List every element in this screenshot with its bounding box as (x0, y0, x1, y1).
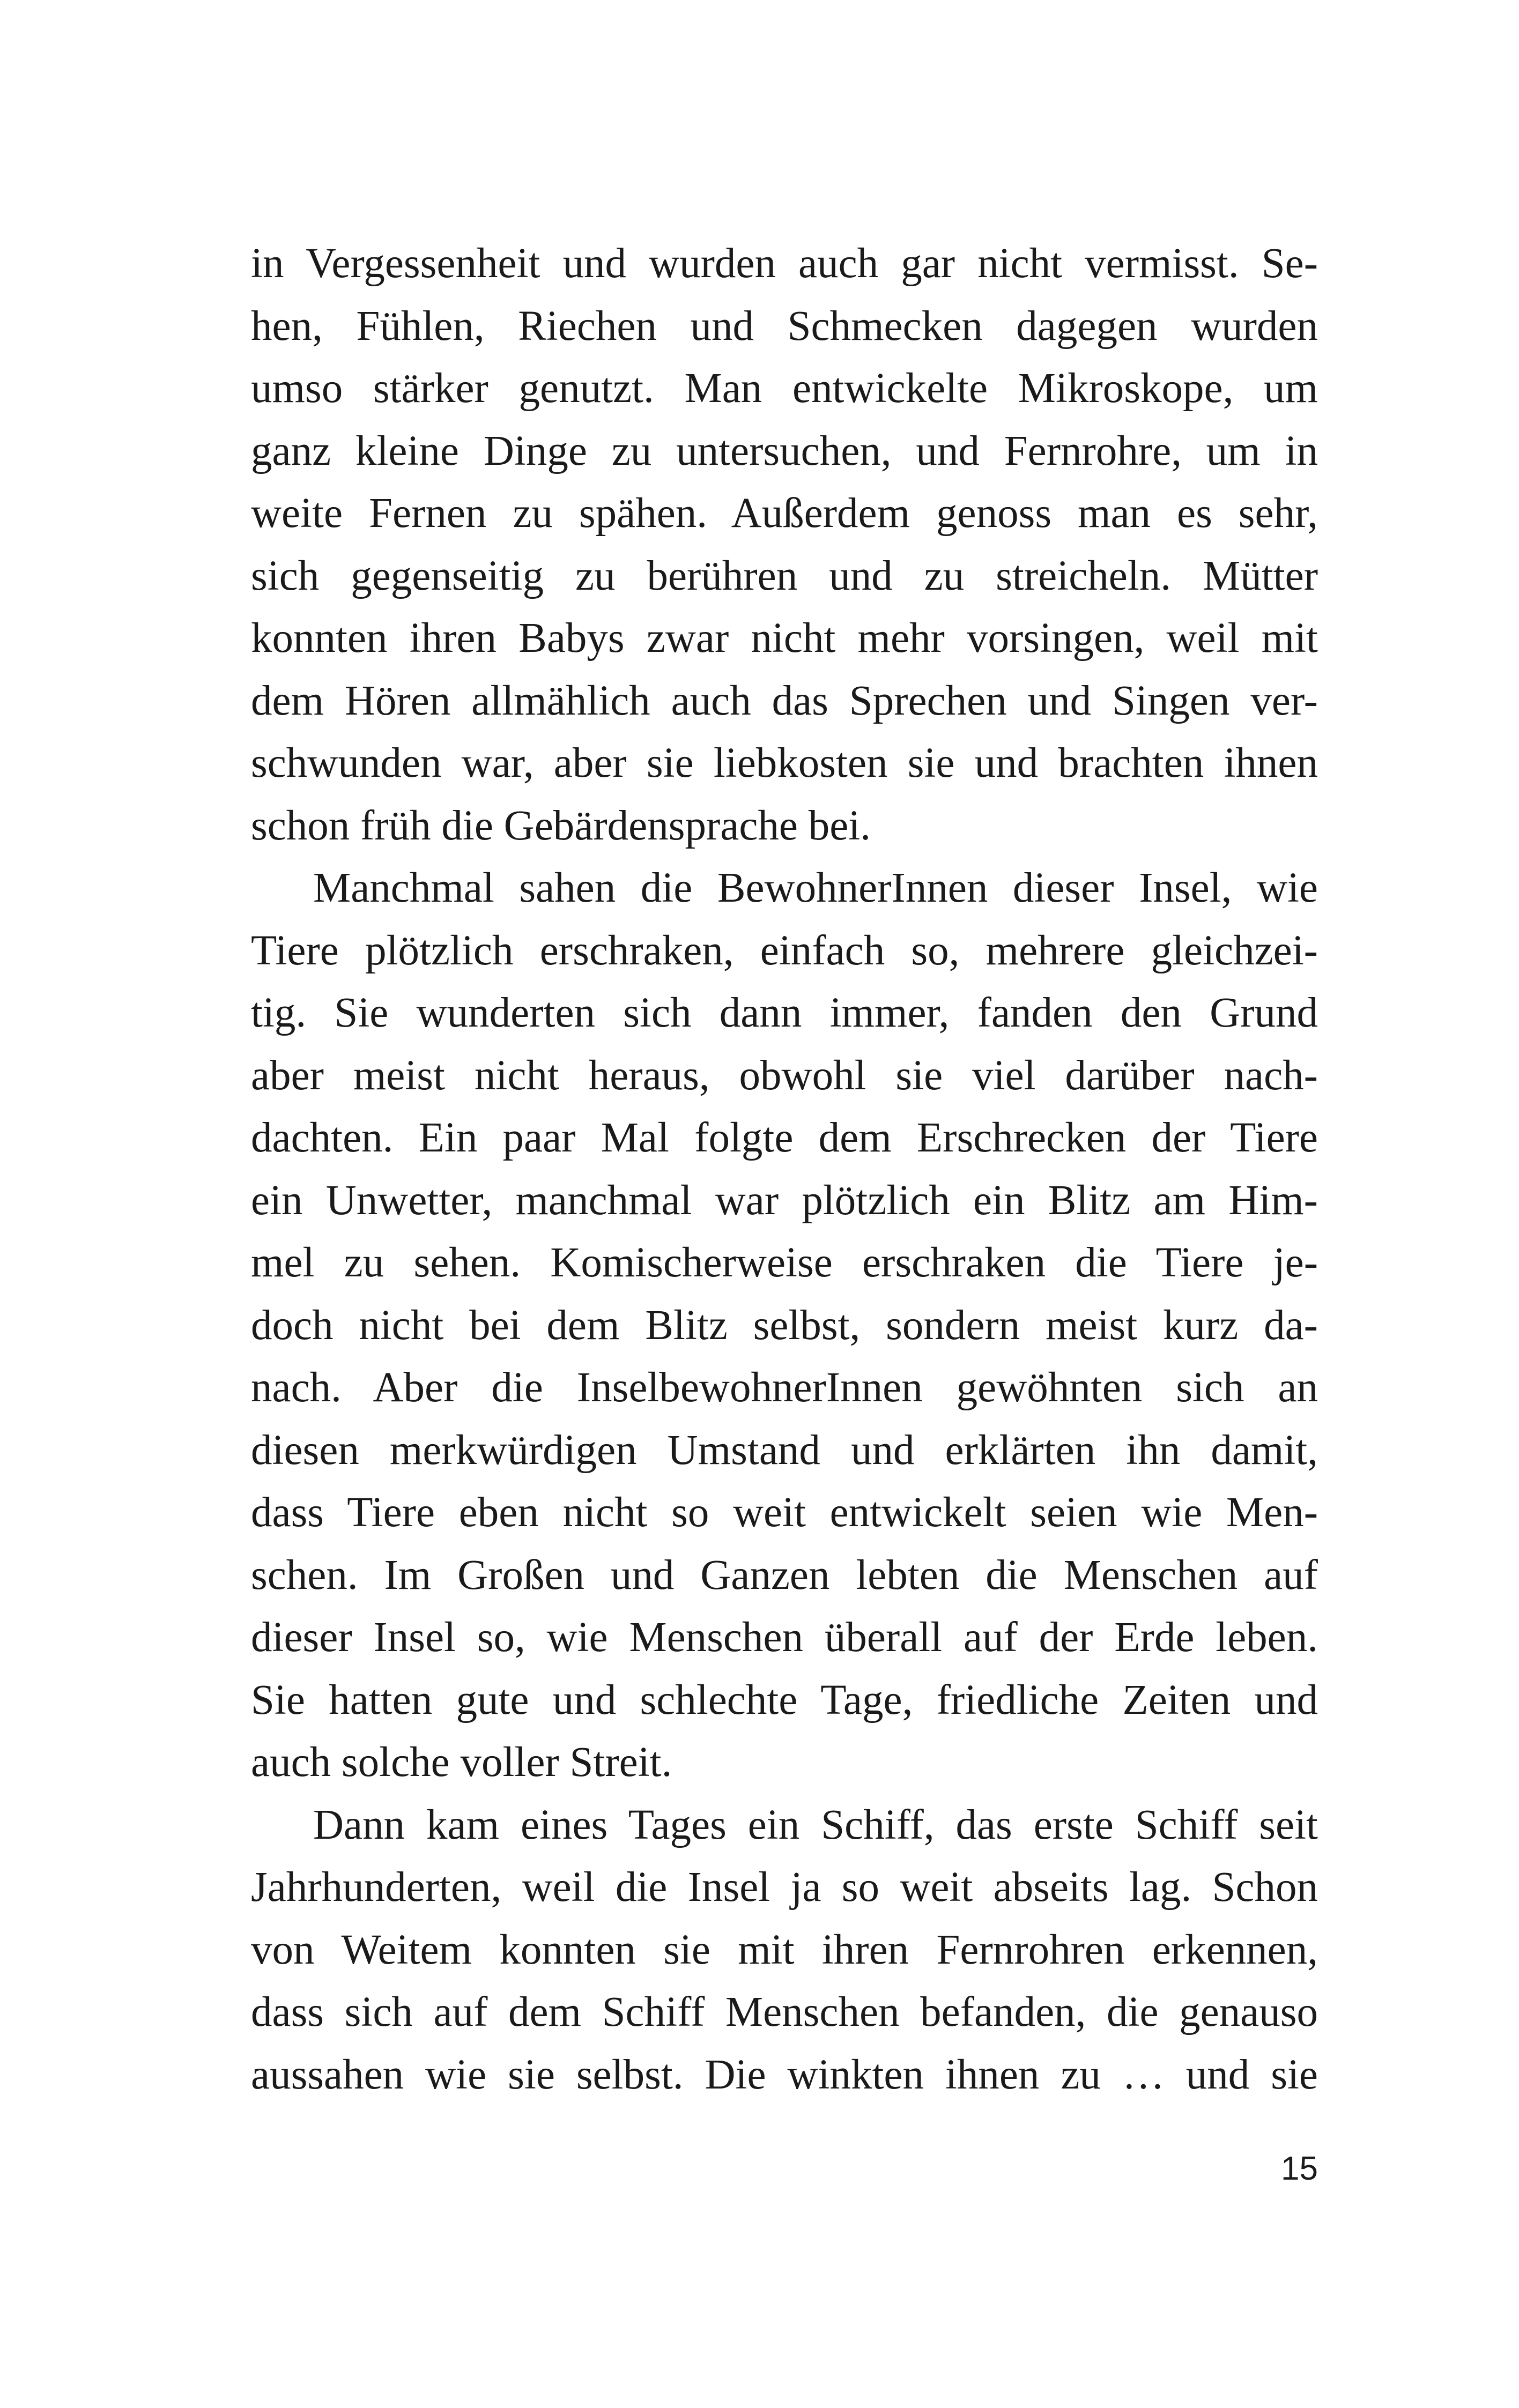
text-line: doch nicht bei dem Blitz selbst, sondern meist kurz da- (251, 1302, 1318, 1349)
text-line: nach. Aber die InselbewohnerInnen gewöhnten sich an (251, 1364, 1318, 1411)
text-line: aber meist nicht heraus, obwohl sie viel darüber nach- (251, 1052, 1318, 1099)
text-line: ein Unwetter, manchmal war plötzlich ein Blitz am Him- (251, 1177, 1318, 1224)
text-line: sich gegenseitig zu berühren und zu streicheln. Mütter (251, 552, 1318, 599)
paragraph-3 (251, 1794, 1318, 2107)
text-line: in Vergessenheit und wurden auch gar nicht vermisst. Se- (251, 240, 1318, 287)
text-line: hen, Fühlen, Riechen und Schmecken dagegen wurden (251, 302, 1318, 350)
text-line: Manchmal sahen die BewohnerInnen dieser Insel, wie (313, 865, 1318, 911)
text-line: umso stärker genutzt. Man entwickelte Mikroskope, um (251, 365, 1318, 412)
text-line: schwunden war, aber sie liebkosten sie und brachten ihnen (251, 740, 1318, 786)
text-line: dieser Insel so, wie Menschen überall auf der Erde leben. (251, 1614, 1318, 1661)
text-line: dass sich auf dem Schiff Menschen befanden, die genauso (251, 1989, 1318, 2035)
text-line: ganz kleine Dinge zu untersuchen, und Fernrohre, um in (251, 427, 1318, 474)
text-line: schen. Im Großen und Ganzen lebten die Menschen auf (251, 1551, 1318, 1599)
text-line: konnten ihren Babys zwar nicht mehr vorsingen, weil mit (251, 615, 1318, 662)
paragraph-1 (251, 233, 1318, 857)
text-line: dem Hören allmählich auch das Sprechen und Singen ver- (251, 677, 1318, 724)
body-text (251, 233, 1318, 2106)
text-line: Tiere plötzlich erschraken, einfach so, mehrere gleichzei- (251, 927, 1318, 974)
text-line: mel zu sehen. Komischerweise erschraken die Tiere je- (251, 1239, 1318, 1286)
paragraph-2 (251, 857, 1318, 1794)
text-line: dachten. Ein paar Mal folgte dem Erschrecken der Tiere (251, 1114, 1318, 1161)
text-line: auch solche voller Streit. (251, 1739, 672, 1786)
text-line: diesen merkwürdigen Umstand und erklärten ihn damit, (251, 1426, 1318, 1474)
page-number: 15 (1281, 2150, 1318, 2187)
text-line: Sie hatten gute und schlechte Tage, friedliche Zeiten und (251, 1676, 1318, 1723)
text-line: tig. Sie wunderten sich dann immer, fanden den Grund (251, 990, 1318, 1036)
text-line: schon früh die Gebärdensprache bei. (251, 802, 871, 849)
text-line: Dann kam eines Tages ein Schiff, das erste Schiff seit (313, 1801, 1318, 1848)
text-line: dass Tiere eben nicht so weit entwickelt seien wie Men- (251, 1489, 1318, 1536)
text-line: weite Fernen zu spähen. Außerdem genoss man es sehr, (251, 490, 1318, 537)
text-line: von Weitem konnten sie mit ihren Fernrohren erkennen, (251, 1926, 1318, 1973)
text-line: Jahrhunderten, weil die Insel ja so weit abseits lag. Schon (251, 1864, 1318, 1911)
text-line: aussahen wie sie selbst. Die winkten ihnen zu … und sie (251, 2051, 1318, 2098)
